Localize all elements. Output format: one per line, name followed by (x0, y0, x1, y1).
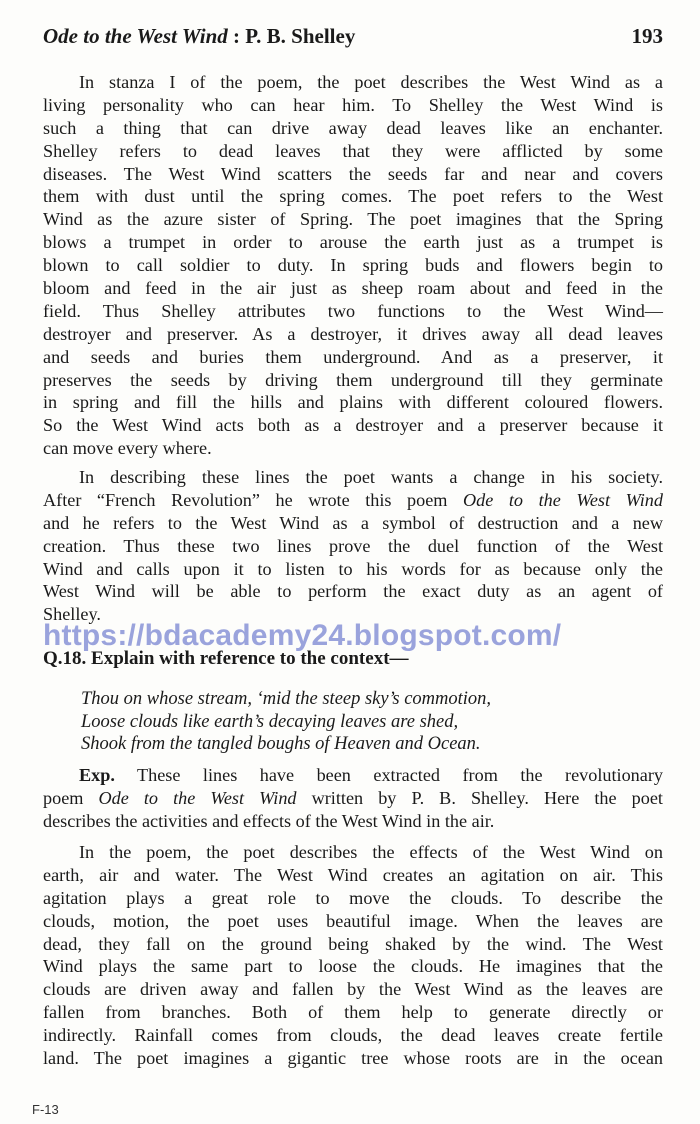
text-line: Wind as the azure sister of Spring. The poet imagines that the Spring (43, 209, 663, 230)
text-line: bloom and feed in the air just as sheep roam about and feed in the (43, 278, 663, 299)
header-title-italic: Ode to the West Wind (43, 24, 228, 48)
text-line: So the West Wind acts both as a destroyer and a preserver because it (43, 415, 663, 436)
text-line: earth, air and water. The West Wind creates an agitation on air. This (43, 864, 663, 885)
poem-extract (81, 688, 491, 756)
text-line: West Wind will be able to perform the exact duty as an agent of (43, 581, 663, 602)
text-line: clouds, motion, the poet uses beautiful image. When the leaves are (43, 910, 663, 931)
watermark-url: https://bdacademy24.blogspot.com/ (43, 619, 562, 652)
text-line: agitation plays a great role to move the clouds. To describe the (43, 887, 663, 908)
text-line: In stanza I of the poem, the poet describes the West Wind as a (79, 72, 663, 92)
text-line: diseases. The West Wind scatters the seeds far and near and covers (43, 163, 663, 184)
poem-title-italic: Ode to the West Wind (463, 489, 663, 510)
text-line: fallen from branches. Both of them help to generate directly or (43, 1002, 663, 1023)
text-line: destroyer and preserver. As a destroyer, it drives away all dead leaves (43, 323, 663, 344)
text-span: written by P. B. Shelley. Here the poet (296, 787, 663, 808)
text-line: In the poem, the poet describes the effects of the West Wind on (79, 842, 663, 862)
text-line: Shelley. (43, 604, 101, 625)
text-line: field. Thus Shelley attributes two functions to the West Wind— (43, 300, 663, 321)
text-line: preserves the seeds by driving them underground till they germinate (43, 369, 663, 390)
text-line: them with dust until the spring comes. The poet refers to the West (43, 186, 663, 207)
text-span: These lines have been extracted from the revolutionary (114, 765, 663, 785)
text-line: in spring and fill the hills and plains with different coloured flowers. (43, 392, 663, 413)
text-line: indirectly. Rainfall comes from clouds, the dead leaves create fertile (43, 1025, 663, 1046)
text-line: land. The poet imagines a gigantic tree whose roots are in the ocean (43, 1048, 663, 1069)
paragraph-2 (43, 466, 663, 626)
text-line: such a thing that can drive away dead leaves like an enchanter. (43, 117, 663, 138)
text-line: and he refers to the West Wind as a symbol of destruction and a new (43, 512, 663, 533)
exp-label: Exp. (79, 765, 115, 785)
header-author: : P. B. Shelley (227, 24, 356, 48)
poem-line: Shook from the tangled boughs of Heaven and Ocean. (81, 734, 481, 755)
paragraph-4 (43, 841, 663, 1070)
text-line: Shelley refers to dead leaves that they were afflicted by some (43, 140, 663, 161)
explanation-paragraph (43, 764, 663, 833)
poem-title-italic: Ode to the West Wind (98, 787, 297, 808)
question-heading: Q.18. Explain with reference to the context— (43, 648, 409, 669)
text-line: blows a trumpet in order to arouse the earth just as a trumpet is (43, 232, 663, 253)
signature-mark: F-13 (32, 1102, 59, 1117)
text-line: blown to call soldier to duty. In spring buds and flowers begin to (43, 255, 663, 276)
text-line: creation. Thus these two lines prove the duel function of the West (43, 535, 663, 556)
text-line (43, 764, 663, 787)
text-line (43, 489, 663, 512)
text-line: and seeds and buries them underground. And as a preserver, it (43, 346, 663, 367)
text-line: can move every where. (43, 438, 212, 459)
text-span: After “French Revolution” he wrote this poem (43, 489, 464, 510)
text-line: describes the activities and effects of the West Wind in the air. (43, 810, 495, 831)
paragraph-1 (43, 71, 663, 460)
poem-line: Loose clouds like earth’s decaying leaves are shed, (81, 711, 459, 732)
poem-line: Thou on whose stream, ‘mid the steep sky’s commotion, (81, 689, 492, 709)
text-line: Wind and calls upon it to listen to his words for as because only the (43, 558, 663, 579)
text-line: In describing these lines the poet wants a change in his society. (79, 467, 663, 487)
text-line (43, 787, 663, 810)
running-header (43, 24, 663, 49)
text-line: living personality who can hear him. To Shelley the West Wind is (43, 94, 663, 115)
text-line: clouds are driven away and fallen by the West Wind as the leaves are (43, 979, 663, 1000)
text-line: dead, they fall on the ground being shaked by the wind. The West (43, 933, 663, 954)
text-line: Wind plays the same part to loose the clouds. He imagines that the (43, 956, 663, 977)
page-number: 193 (631, 24, 663, 48)
text-span: poem (43, 787, 99, 808)
